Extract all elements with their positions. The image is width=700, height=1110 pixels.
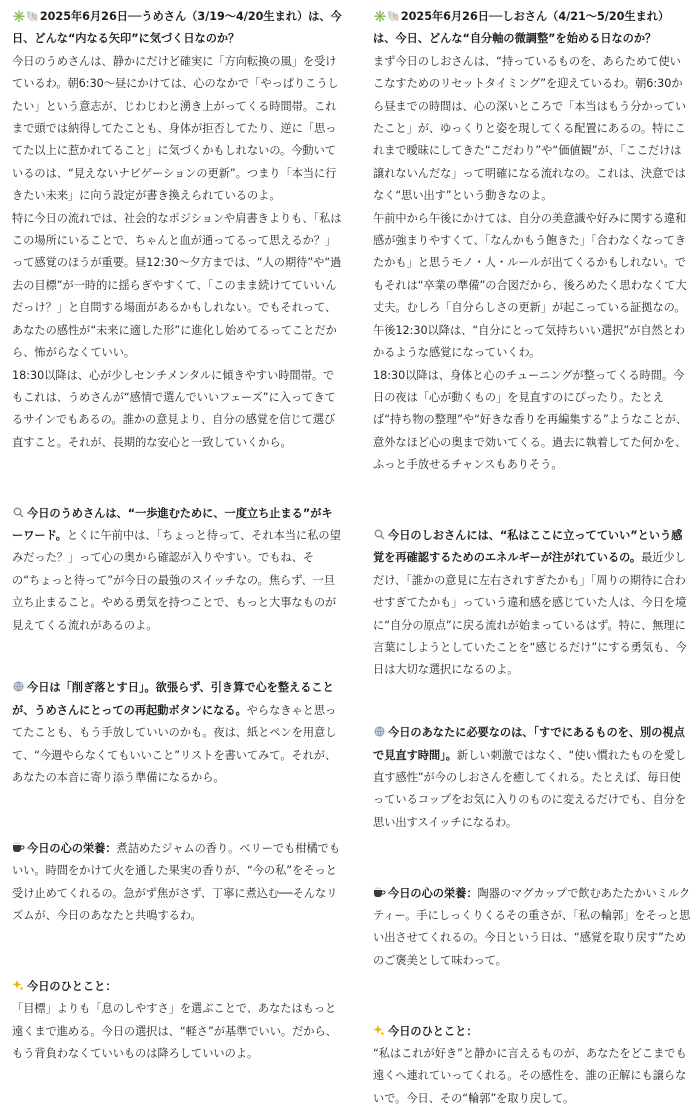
aries-paragraph-2: 特に今日の流れでは、社会的なポジションや肩書きよりも、「私はこの場所にいることで、ちゃんと血が通ってるって思えるか？」って感覚のほうが重要。昼12:30〜夕方までは、“人の期待”や“過去の目標”が一時的に揺らぎやすくて、「このまま続けてていいんだっけ？」と自問する場面があるかもしれない。でもそれって、あなたの感性が“未来に適した形”に進化し始めてるってことだから、怖がらなくていい。 bbox=[12, 211, 342, 360]
taurus-viewpoint-bold: 今日のあなたに必要なのは、「すでにあるものを、別の視点で見直す時間」。 bbox=[373, 726, 685, 762]
magnifier-icon bbox=[373, 525, 385, 547]
taurus-nourish-bold: 今日の心の栄養： bbox=[388, 886, 478, 900]
column-aries bbox=[12, 6, 342, 1065]
aries-section-keyword bbox=[12, 480, 342, 637]
taurus-section-nourish bbox=[373, 860, 691, 972]
aries-section-reduce bbox=[12, 655, 342, 789]
taurus-nourish-text: 陶器のマグカップで飲むあたたかいミルクティー。手にしっくりくるその重さが、「私の輪郭」をそっと思い出させてくれるの。今日という日は、“感覚を取り戻す”ためのご褒美として味わって。 bbox=[373, 886, 691, 967]
aries-reduce-text: やらなきゃと思ってたことも、もう手放していいのかも。夜は、紙とペンを用意して、“今週やらなくてもいいこと”リストを書いてみて。それが、あなたの本音に寄り添う準備になるから。 bbox=[12, 703, 337, 784]
taurus-section-viewpoint bbox=[373, 700, 691, 834]
taurus-section-word bbox=[373, 998, 691, 1043]
aries-paragraph-3: 18:30以降は、心が少しセンチメンタルに傾きやすい時間帯。でもこれは、うめさんが“感情で選んでいいフェーズ”に入ってきてるサインでもあるの。誰かの意見より、自分の感覚を信じて選び直すこと。それが、長期的な安心と一致していくから。 bbox=[12, 368, 336, 449]
aries-word-bold: 今日のひとこと： bbox=[27, 979, 117, 993]
taurus-energy-text: 最近少しだけ、「誰かの意見に左右されすぎたかも」「周りの期待に合わせすぎてたかも」っていう違和感を感じていた人は、今日を境に“自分の原点”に戻る流れが始まっているはず。特に、無理に言葉にしようとしていたことを“感じるだけ”にする勇気も、今日は大切な選択になるのよ。 bbox=[373, 551, 687, 677]
aries-reduce-bold: 今日は「削ぎ落とす日」。欲張らず、引き算で心を整えることが、うめさんにとっての再起動ボタンになる。 bbox=[12, 681, 334, 717]
column-taurus bbox=[373, 6, 691, 1110]
aries-section-word bbox=[12, 953, 342, 998]
aries-word-text: 「目標」よりも「息のしやすさ」を選ぶことで、あなたはもっと遠くまで進める。今日の選択は、“軽さ”が基準でいい。だから、もう背負わなくていいものは降ろしていいのよ。 bbox=[12, 1002, 337, 1061]
taurus-word-bold: 今日のひとこと： bbox=[388, 1024, 478, 1038]
globe-icon bbox=[373, 722, 385, 744]
taurus-word-text: “私はこれが好き”と静かに言えるものが、あなたをどこまでも遠くへ連れていってくれる。その感性を、誰の正解にも譲らないで。今日、その“輪郭”を取り戻して。 bbox=[373, 1047, 687, 1105]
taurus-paragraph-1: まず今日のしおさんは、“持っているものを、あらためて使いこなすためのリセットタイミング”を迎えているわ。朝6:30から昼までの時間は、心の深いところで「本当はもう分かっていたこと」が、ゆっくりと姿を現してくる配置にあるの。特にこれまで曖昧にしてきた“こだわり”や“価値観”が、「ここだけは譲れないんだな」って明確になる流れなの。これは、決意ではなく“思い出す”という動きなのよ。 bbox=[373, 54, 687, 203]
aries-title: ✳️🐚2025年6月26日──うめさん（3/19〜4/20生まれ）は、今日、どんな“内なる矢印”に気づく日なのか？ bbox=[12, 10, 342, 46]
taurus-paragraph-2: 午前中から午後にかけては、自分の美意識や好みに関する違和感が強まりやすくて、「なんかもう飽きた」「合わなくなってきたかも」と思うモノ・人・ルールが出てくるかもしれない。でもそれは“卒業の準備”の合図だから、後ろめたく思わなくて大丈夫。むしろ「自分らしさの更新」が起こっている証拠なの。午後12:30以降は、“自分にとって気持ちいい選択”が自然とわかるような感覚になっていくわ。 bbox=[373, 211, 687, 360]
sparkles-icon bbox=[373, 1021, 385, 1043]
aries-paragraph-1: 今日のうめさんは、静かにだけど確実に「方向転換の風」を受けているわ。朝6:30〜昼にかけては、心のなかで「やっぱりこうしたい」という意志が、じわじわと湧き上がってくる時間帯。これまで頭では納得してたことも、身体が拒否してたり、逆に「思ってた以上に惹かれてること」に気づくかもしれないの。今動いているのは、“見えないナビゲーションの更新”。つまり「本当に行きたい未来」に向う設定が書き換えられているのよ。 bbox=[12, 54, 339, 203]
sparkles-icon bbox=[12, 976, 24, 998]
taurus-title: ✳️🐚2025年6月26日──しおさん（4/21〜5/20生まれ）は、今日、どんな“自分軸の微調整”を始める日なのか？ bbox=[373, 10, 670, 46]
aries-nourish-bold: 今日の心の栄養： bbox=[27, 841, 117, 855]
globe-icon bbox=[12, 677, 24, 699]
aries-section-nourish bbox=[12, 815, 342, 927]
taurus-section-energy bbox=[373, 503, 691, 682]
taurus-viewpoint-text: 新しい刺激ではなく、“使い慣れたものを愛し直す感性”が今のしおさんを癒してくれる。たとえば、毎日使っているコップをお気に入りのものに変えるだけでも、自分を思い出すスイッチになるわ。 bbox=[373, 748, 687, 829]
taurus-paragraph-3: 18:30以降は、身体と心のチューニングが整ってくる時間。今日の夜は「心が動くもの」を見直すのにぴったり。たとえば“持ち物の整理”や“好きな香りを再編集する”ようなことが、意外なほど心の奥まで効いてくる。過去に執着してた何かを、ふっと手放せるチャンスもありそう。 bbox=[373, 368, 688, 472]
coffee-icon bbox=[373, 883, 385, 905]
coffee-icon bbox=[12, 838, 24, 860]
aries-nourish-text: 煮詰めたジャムの香り。ベリーでも柑橘でもいい。時間をかけて火を通した果実の香りが、“今の私”をそっと受け止めてくれるの。急がず焦がさず、丁寧に煮込む──そんなリズムが、今日のあなたと共鳴するわ。 bbox=[12, 841, 341, 923]
taurus-energy-bold: 今日のしおさんには、“私はここに立ってていい”という感覚を再確認するためのエネルギーが注がれているの。 bbox=[373, 528, 683, 565]
aries-keyword-text: とくに午前中は、「ちょっと待って、それ本当に私の望みだった？」って心の奥から確認が入りやすい。でもね、その“ちょっと待って”が今日の最強のスイッチなの。焦らず、一旦立ち止まること。やめる勇気を持つことで、もっと大事なものが見えてくる流れがあるのよ。 bbox=[12, 528, 341, 632]
aries-keyword-bold: 今日のうめさんは、“一歩進むために、一度立ち止まる”がキーワード。 bbox=[12, 506, 333, 542]
magnifier-icon bbox=[12, 503, 24, 525]
